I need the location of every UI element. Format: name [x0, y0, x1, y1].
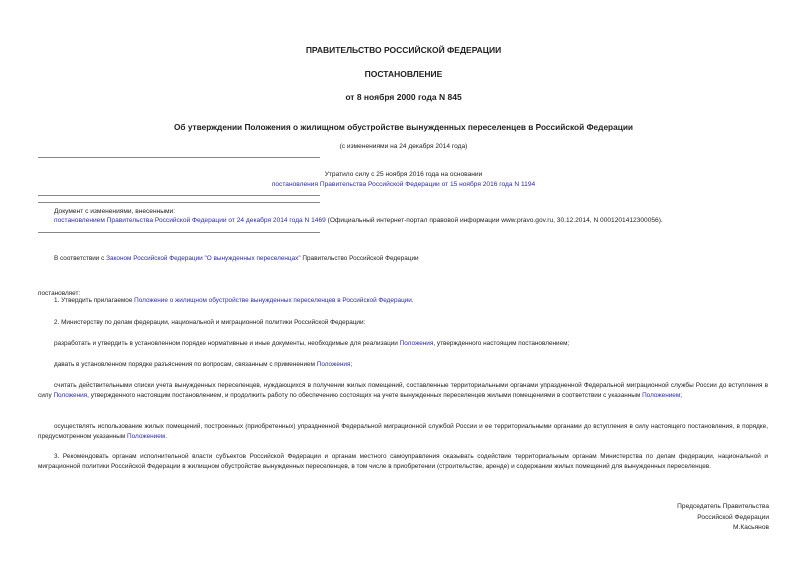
item-1-text: 1. Утвердить прилагаемое: [54, 297, 135, 304]
regulation-link[interactable]: Положения: [53, 391, 88, 399]
signature-title: Председатель Правительства: [677, 503, 769, 510]
item-2a-end: , утвержденного настоящим постановлением;: [433, 340, 570, 347]
preamble-after: Правительство Российской Федерации: [300, 255, 419, 262]
regulation-link[interactable]: Положения: [399, 340, 434, 347]
resolves: постановляет:: [38, 290, 81, 297]
item-2c-mid: , утвержденного настоящим постановлением, и продолжить работу по обеспечению состоящих на учете вынужденных переселенцев жилыми помещениями в соответствии с указанным: [87, 391, 643, 399]
lost-force-link[interactable]: постановления Правительства Российской Федерации от 15 ноября 2016 года N 1194: [271, 181, 536, 188]
regulation-link[interactable]: Положением: [127, 432, 166, 440]
item-2c: [38, 381, 768, 400]
signature-block: [677, 502, 769, 534]
lost-force-link-line: [0, 180, 807, 190]
signature-name: М.Касьянов: [733, 524, 769, 531]
signature-org: Российской Федерации: [697, 513, 769, 521]
item-1-end: .: [411, 297, 414, 304]
item-2a-text: разработать и утвердить в установленном порядке нормативные и иные документы, необходимые для реализации: [54, 340, 400, 347]
doc-date: от 8 ноября 2000 года N 845: [345, 92, 462, 102]
regulation-link[interactable]: Положение о жилищном обустройстве вынужденных переселенцев в Российской Федерации: [134, 297, 412, 304]
org-name: ПРАВИТЕЛЬСТВО РОССИЙСКОЙ ФЕДЕРАЦИИ: [305, 45, 502, 55]
item-2a: [54, 339, 569, 349]
changes-line: [54, 216, 663, 226]
regulation-link[interactable]: Положением: [642, 391, 681, 399]
divider: [38, 232, 320, 233]
amended-note: (с изменениями на 24 декабря 2014 года): [339, 143, 468, 150]
divider: [38, 195, 320, 196]
preamble-before: В соответствии с: [54, 255, 107, 262]
regulation-link[interactable]: Положения: [316, 361, 351, 368]
item-1: [54, 296, 414, 306]
item-2c-text: считать действительными списки учета вынужденных переселенцев, нуждающихся в получении жилых помещений, составленные территориальными органами упраздненной Федеральной миграционной службы России до вступления в силу: [38, 382, 768, 399]
divider: [38, 157, 320, 158]
item-2d-text: осуществлять использование жилых помещений, построенных (приобретенных) упраздненной Федеральной миграционной службой России и ее территориальными органами до вступления в силу настоящего постановления, в порядке, предусмотренном указанным: [38, 423, 768, 440]
item-2d: [38, 422, 768, 441]
changes-label: Документ с изменениями, внесенными:: [54, 208, 176, 215]
item-2c-end: ;: [680, 391, 683, 399]
item-2b-text: давать в установленном порядке разъяснения по вопросам, связанным с применением: [54, 361, 317, 368]
lost-force-text: Утратило силу с 25 ноября 2016 года на основании: [324, 171, 483, 178]
changes-link[interactable]: постановлением Правительства Российской Федерации от 24 декабря 2014 года N 1469: [54, 217, 326, 224]
item-3: 3. Рекомендовать органам исполнительной власти субъектов Российской Федерации и органам местного самоуправления оказывать содействие территориальным органам Министерства по делам федерации, национальной и миграционной политики Российской Федерации в жилищном обустройстве вынужденных переселенцев, в том числе в приобретении (строительстве, аренде) и содержании жилых помещений для вынужденных переселенцев.: [38, 453, 768, 470]
doc-title: Об утверждении Положения о жилищном обустройстве вынужденных переселенцев в Российской Федерации: [173, 122, 634, 132]
item-2b-end: ;: [350, 361, 353, 368]
item-2: 2. Министерству по делам федерации, национальной и миграционной политики Российской Федерации:: [54, 319, 366, 326]
item-2d-end: .: [165, 432, 167, 440]
divider: [38, 202, 320, 203]
changes-source: (Официальный интернет-портал правовой информации www.pravo.gov.ru, 30.12.2014, N 0001201412300056).: [325, 217, 663, 224]
doc-type: ПОСТАНОВЛЕНИЕ: [364, 69, 443, 79]
law-link[interactable]: Законом Российской Федерации "О вынужденных переселенцах": [106, 255, 301, 262]
item-2b: [54, 360, 352, 370]
preamble: [54, 254, 419, 264]
